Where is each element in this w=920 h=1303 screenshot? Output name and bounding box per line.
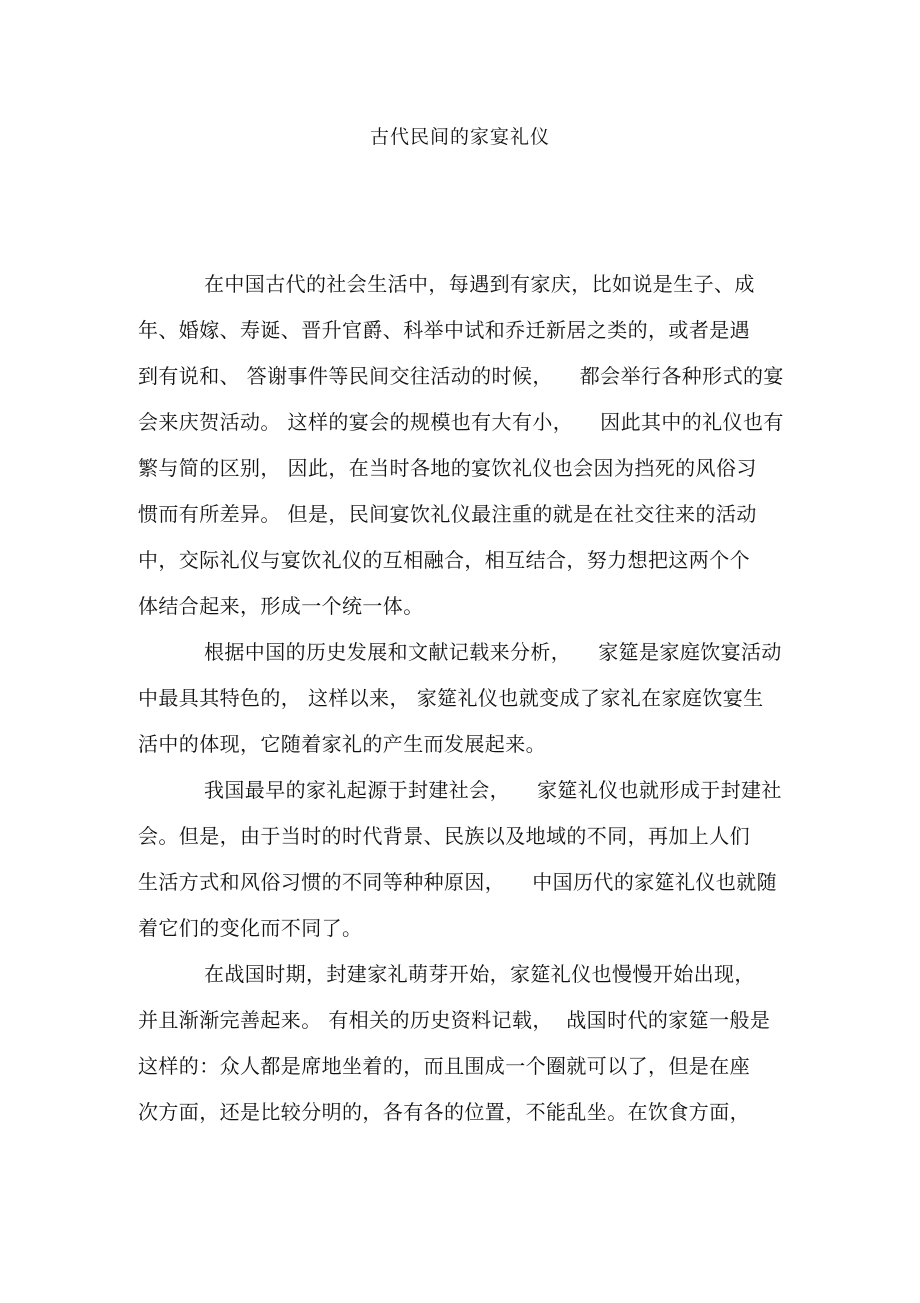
paragraph-line: 次方面，还是比较分明的，各有各的位置，不能乱坐。在饮食方面， <box>138 1100 750 1124</box>
paragraph-line: 在中国古代的社会生活中，每遇到有家庆，比如说是生子、成 <box>204 272 755 296</box>
document-title: 古代民间的家宴礼仪 <box>369 126 550 148</box>
paragraph-line: 会。但是，由于当时的时代背景、民族以及地域的不同，再加上人们 <box>138 824 750 848</box>
paragraph-1 <box>138 268 784 622</box>
paragraph-line: 生活方式和风俗习惯的不同等种种原因， 中国历代的家筵礼仪也就随 <box>138 870 778 894</box>
paragraph-line: 体结合起来，形成一个统一体。 <box>138 594 424 618</box>
paragraph-line: 到有说和、 答谢事件等民间交往活动的时候， 都会举行各种形式的宴 <box>138 364 784 388</box>
paragraph-line: 在战国时期，封建家礼萌芽开始，家筵礼仪也慢慢开始出现， <box>204 962 755 986</box>
paragraph-line: 着它们的变化而不同了。 <box>138 916 363 940</box>
paragraph-line: 我国最早的家礼起源于封建社会， 家筵礼仪也就形成于封建社 <box>204 778 782 802</box>
paragraph-line: 并且渐渐完善起来。 有相关的历史资料记载， 战国时代的家筵一般是 <box>138 1008 771 1032</box>
paragraph-line: 活中的体现，它随着家礼的产生而发展起来。 <box>138 732 546 756</box>
paragraph-2 <box>138 636 782 760</box>
paragraph-line: 年、婚嫁、寿诞、晋升官爵、科举中试和乔迁新居之类的，或者是遇 <box>138 318 750 342</box>
paragraph-line: 惯而有所差异。 但是，民间宴饮礼仪最注重的就是在社交往来的活动 <box>138 502 757 526</box>
paragraph-line: 根据中国的历史发展和文献记载来分析， 家筵是家庭饮宴活动 <box>204 640 782 664</box>
paragraph-line: 这样的：众人都是席地坐着的，而且围成一个圈就可以了，但是在座 <box>138 1054 750 1078</box>
paragraph-line: 中，交际礼仪与宴饮礼仪的互相融合，相互结合，努力想把这两个个 <box>138 548 750 572</box>
document-body <box>138 268 784 1142</box>
paragraph-line: 会来庆贺活动。 这样的宴会的规模也有大有小， 因此其中的礼仪也有 <box>138 410 784 434</box>
paragraph-line: 中最具其特色的， 这样以来， 家筵礼仪也就变成了家礼在家庭饮宴生 <box>138 686 764 710</box>
paragraph-line: 繁与简的区别， 因此，在当时各地的宴饮礼仪也会因为挡死的风俗习 <box>138 456 757 480</box>
paragraph-4 <box>138 958 778 1128</box>
paragraph-3 <box>138 774 782 944</box>
